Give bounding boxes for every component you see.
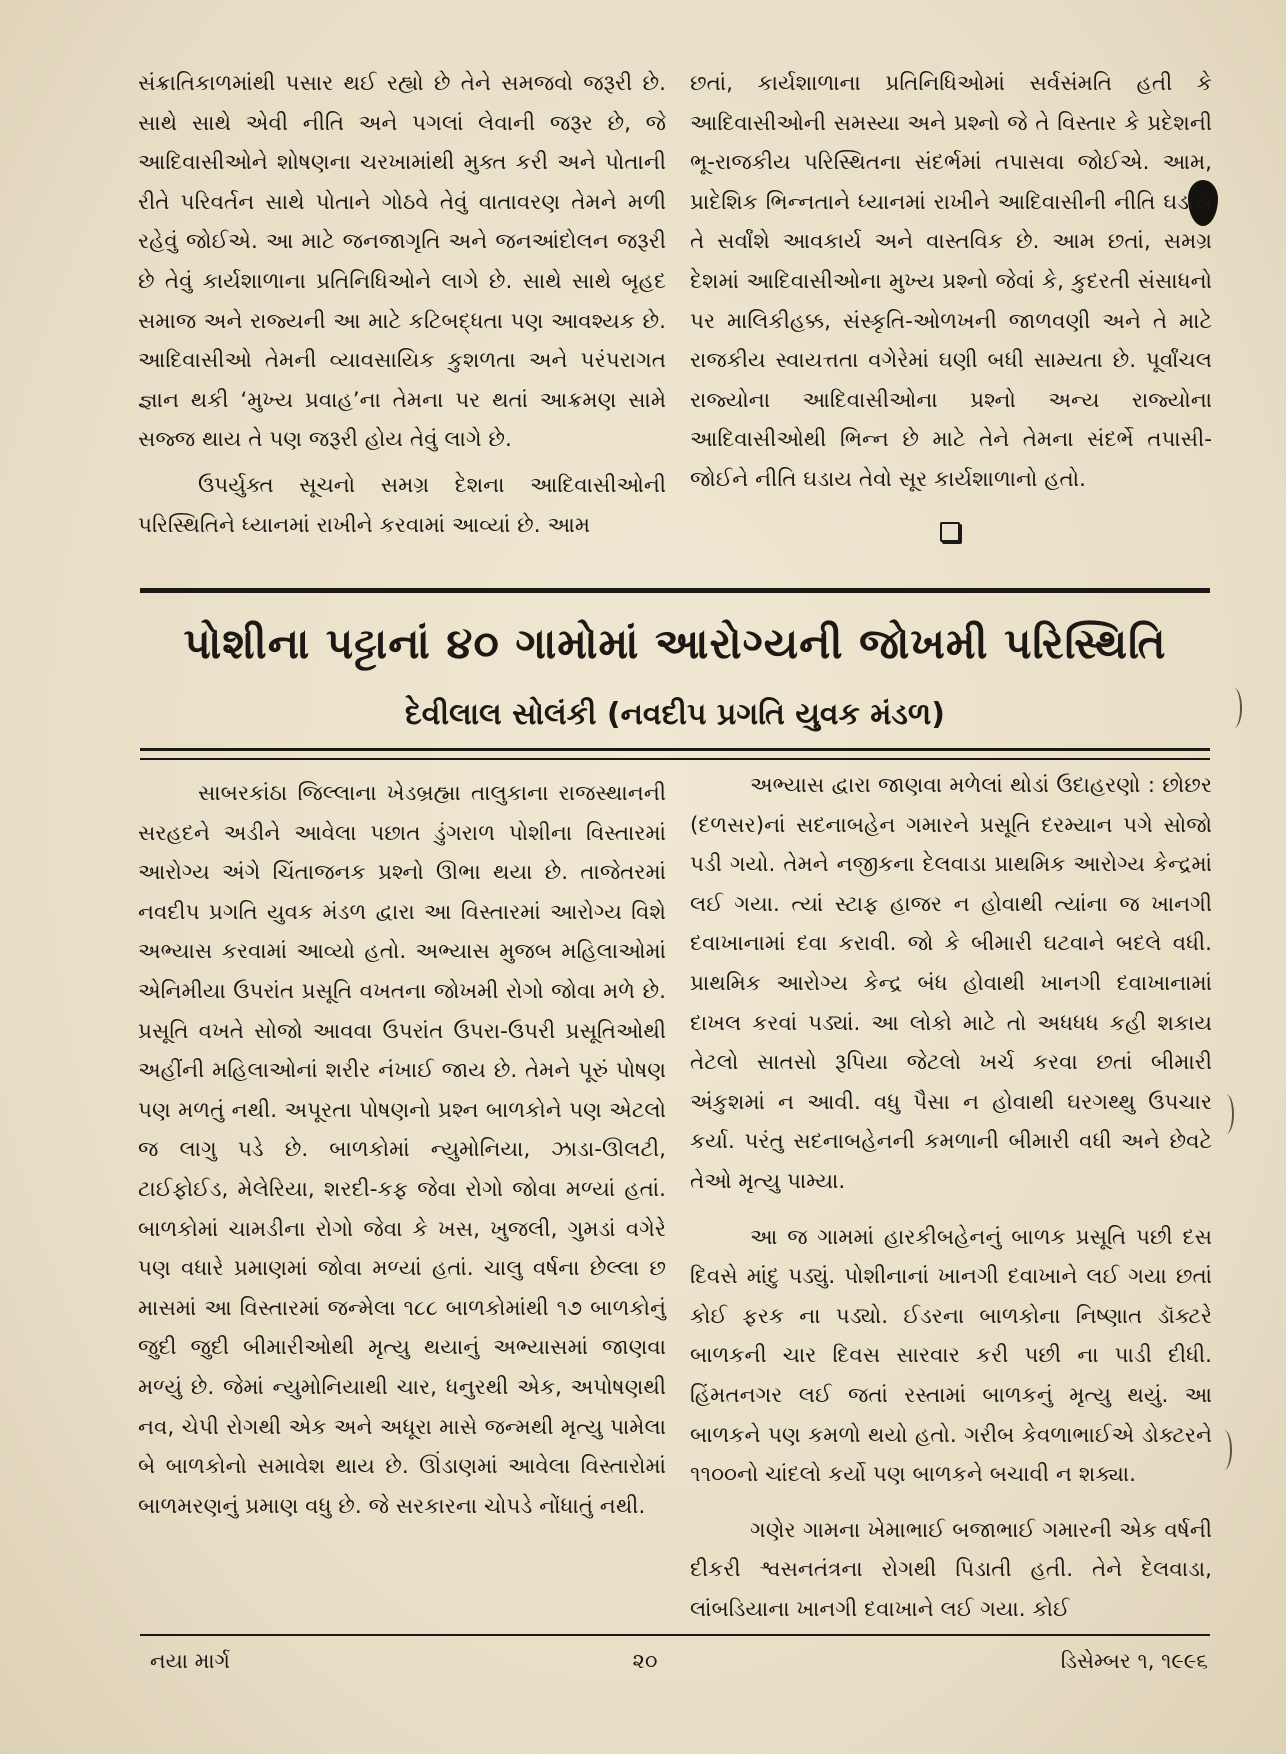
footer-divider: [140, 1634, 1210, 1636]
article-paragraph: આ જ ગામમાં હારકીબહેનનું બાળક પ્રસૂતિ પછી દસ દિવસે માંદુ પડ્યું. પોશીનાનાં ખાનગી દવાખાને લઈ ગયા છતાં કોઈ ફરક ના પડ્યો. ઈડરના બાળકોના નિષ્ણાત ડૉક્ટરે બાળકની ચાર દિવસ સારવાર કરી પછી ના પાડી દીધી. હિંમતનગર લઈ જતાં રસ્તામાં બાળકનું મૃત્યુ થયું. આ બાળકને પણ કમળો થયો હતો. ગરીબ કેવળાભાઈએ ડોક્ટરને ૧૧૦૦નો ચાંદલો કર્યો પણ બાળકને બચાવી ન શક્યા.: [690, 1224, 1212, 1488]
prev-article-paragraph: ઉપર્યુક્ત સૂચનો સમગ્ર દેશના આદિવાસીઓની પરિસ્થિતિને ધ્યાનમાં રાખીને કરવામાં આવ્યાં છે. આમ: [138, 472, 666, 538]
page-tear-mark: [1216, 1430, 1232, 1470]
page-number: ૨૦: [632, 1649, 658, 1673]
prev-article-paragraph: સંક્રાતિકાળમાંથી પસાર થઈ રહ્યો છે તેને સમજવો જરૂરી છે. સાથે સાથે એવી નીતિ અને પગલાં લેવાની જરૂર છે, જે આદિવાસીઓને શોષણના ચરખામાંથી મુક્ત કરી અને પોતાની રીતે પરિવર્તન સાથે પોતાને ગોઠવે તેવું વાતાવરણ તેમને મળી રહેવું જોઈએ. આ માટે જનજાગૃતિ અને જનઆંદોલન જરૂરી છે તેવું કાર્યશાળાના પ્રતિનિધિઓને લાગે છે. સાથે સાથે બૃહદ સમાજ અને રાજ્યની આ માટે કટિબદ્ધતા પણ આવશ્યક છે. આદિવાસીઓ તેમની વ્યાવસાયિક કુશળતા અને પરંપરાગત જ્ઞાન થકી ‘મુખ્ય પ્રવાહ’ના તેમના પર થતાં આક્રમણ સામે સજ્જ થાય તે પણ જરૂરી હોય તેવું લાગે છે.: [138, 71, 666, 453]
issue-date: ડિસેમ્બર ૧, ૧૯૯૬: [1060, 1649, 1208, 1673]
magazine-name: નયા માર્ગ: [150, 1649, 230, 1673]
article-paragraph: ગણેર ગામના ખેમાભાઈ બજાભાઈ ગમારની એક વર્ષની દીકરી શ્વસનતંત્રના રોગથી પિડાતી હતી. તેને દેલવાડા, લાંબડિયાના ખાનગી દવાખાને લઈ ગયા. કોઈ: [690, 1517, 1212, 1622]
article-paragraph: અભ્યાસ દ્વારા જાણવા મળેલાં થોડાં ઉદાહરણો : છોછર (દળસર)નાં સદનાબહેન ગમારને પ્રસૂતિ દરમ્યાન પગે સોજો પડી ગયો. તેમને નજીકના દેલવાડા પ્રાથમિક આરોગ્ય કેન્દ્રમાં લઈ ગયા. ત્યાં સ્ટાફ હાજર ન હોવાથી ત્યાંના જ ખાનગી દવાખાનામાં દવા કરાવી. જો કે બીમારી ઘટવાને બદલે વધી. પ્રાથમિક આરોગ્ય કેન્દ્ર બંધ હોવાથી ખાનગી દવાખાનામાં દાખલ કરવાં પડ્યાં. આ લોકો માટે તો અધધધ કહી શકાય તેટલો સાતસો રૂપિયા જેટલો ખર્ચ કરવા છતાં બીમારી અંકુશમાં ન આવી. વધુ પૈસા ન હોવાથી ઘરગથ્થુ ઉપચાર કર્યા. પરંતુ સદનાબહેનની કમળાની બીમારી વધી અને છેવટે તેઓ મૃત્યુ પામ્યા.: [690, 773, 1212, 1194]
header-divider: [140, 758, 1210, 760]
page-tear-mark: [1218, 1094, 1234, 1134]
section-divider: [140, 588, 1210, 593]
article-paragraph: સાબરકાંઠા જિલ્લાના ખેડબ્રહ્મા તાલુકાના રાજસ્થાનની સરહદને અડીને આવેલા પછાત ડુંગરાળ પોશીના વિસ્તારમાં આરોગ્ય અંગે ચિંતાજનક પ્રશ્નો ઊભા થયા છે. તાજેતરમાં નવદીપ પ્રગતિ યુવક મંડળ દ્વારા આ વિસ્તારમાં આરોગ્ય વિશે અભ્યાસ કરવામાં આવ્યો હતો. અભ્યાસ મુજબ મહિલાઓમાં એનિમીયા ઉપરાંત પ્રસૂતિ વખતના જોખમી રોગો જોવા મળે છે. પ્રસૂતિ વખતે સોજો આવવા ઉપરાંત ઉપરા-ઉપરી પ્રસૂતિઓથી અહીંની મહિલાઓનાં શરીર નંખાઈ જાય છે. તેમને પૂરું પોષણ પણ મળતું નથી. અપૂરતા પોષણનો પ્રશ્ન બાળકોને પણ એટલો જ લાગુ પડે છે. બાળકોમાં ન્યુમોનિયા, ઝાડા-ઊલટી, ટાઈફોઈડ, મેલેરિયા, શરદી-કફ જેવા રોગો જોવા મળ્યાં હતાં. બાળકોમાં ચામડીના રોગો જેવા કે ખસ, ખુજલી, ગુમડાં વગેરે પણ વધારે પ્રમાણમાં જોવા મળ્યાં હતાં. ચાલુ વર્ષના છેલ્લા છ માસમાં આ વિસ્તારમાં જન્મેલા ૧૮૮ બાળકોમાંથી ૧૭ બાળકોનું જુદી જુદી બીમારીઓથી મૃત્યુ થયાનું અભ્યાસમાં જાણવા મળ્યું છે. જેમાં ન્યુમોનિયાથી ચાર, ધનુરથી એક, અપોષણથી નવ, ચેપી રોગથી એક અને અધૂરા માસે જન્મથી મૃત્યુ પામેલા બે બાળકોનો સમાવેશ થાય છે. ઊંડાણમાં આવેલા વિસ્તારોમાં બાળમરણનું પ્રમાણ વધુ છે. જે સરકારના ચોપડે નોંધાતું નથી.: [138, 781, 666, 1519]
prev-article-paragraph: છતાં, કાર્યશાળાના પ્રતિનિધિઓમાં સર્વસંમતિ હતી કે આદિવાસીઓની સમસ્યા અને પ્રશ્નો જે તે વિસ્તાર કે પ્રદેશની ભૂ-રાજકીય પરિસ્થિતના સંદર્ભમાં તપાસવા જોઈએ. આમ, પ્રાદેશિક ભિન્નતાને ધ્યાનમાં રાખીને આદિવાસીની નીતિ ઘડાય તે સર્વાંશે આવકાર્ય અને વાસ્તવિક છે. આમ છતાં, સમગ્ર દેશમાં આદિવાસીઓના મુખ્ય પ્રશ્નો જેવાં કે, કુદરતી સંસાધનો પર માલિકીહક્ક, સંસ્કૃતિ-ઓળખની જાળવણી અને તે માટે રાજકીય સ્વાયત્તતા વગેરેમાં ઘણી બધી સામ્યતા છે. પૂર્વાંચલ રાજ્યોના આદિવાસીઓના પ્રશ્નો અન્ય રાજ્યોના આદિવાસીઓથી ભિન્ન છે માટે તેને તેમના સંદર્ભે તપાસી-જોઈને નીતિ ઘડાય તેવો સૂર કાર્યશાળાનો હતો.: [690, 71, 1212, 492]
article-right-column: [690, 766, 1212, 1629]
header-divider: [140, 748, 1210, 751]
article-headline: પોશીના પટ્ટાનાં ૪૦ ગામોમાં આરોગ્યની જોખમી પરિસ્થિતિ: [183, 619, 1167, 668]
article-left-column: [138, 774, 666, 1526]
article-byline: દેવીલાલ સોલંકી (નવદીપ પ્રગતિ યુવક મંડળ): [404, 697, 946, 732]
prev-article-right-column: [690, 64, 1212, 500]
page-tear-mark: [1226, 688, 1242, 728]
article-end-mark: [940, 522, 960, 542]
prev-article-left-column: [138, 64, 666, 545]
